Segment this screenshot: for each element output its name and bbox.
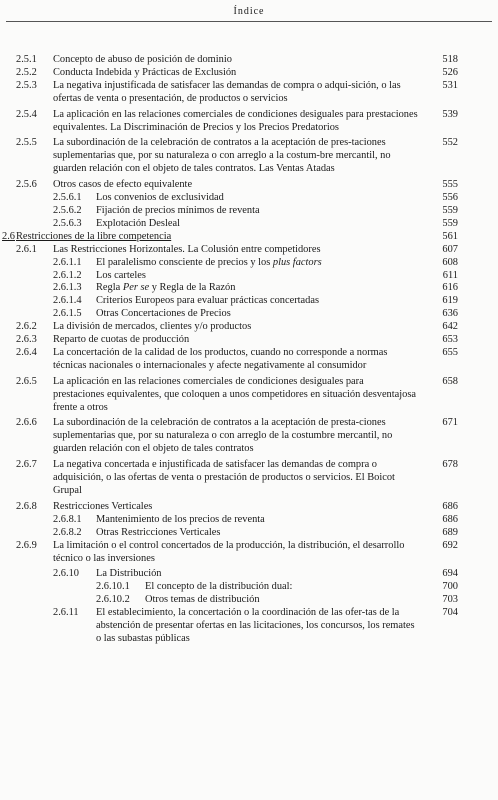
entry-number: 2.5.2 bbox=[16, 66, 37, 78]
entry-number: 2.5.3 bbox=[16, 79, 37, 91]
toc-entry[interactable] bbox=[0, 80, 498, 106]
entry-title: El concepto de la distribución dual: bbox=[145, 581, 293, 593]
entry-title: Mantenimiento de los precios de reventa bbox=[96, 513, 265, 525]
entry-title: Explotación Desleal bbox=[96, 217, 180, 229]
toc-entry[interactable] bbox=[0, 67, 498, 80]
toc-entry[interactable] bbox=[0, 514, 498, 527]
entry-page: 619 bbox=[442, 295, 458, 307]
entry-number: 2.6.5 bbox=[16, 375, 37, 387]
entry-page: 616 bbox=[442, 282, 458, 294]
entry-number: 2.5.6 bbox=[16, 179, 37, 191]
entry-page: 692 bbox=[442, 539, 458, 551]
toc-entry[interactable] bbox=[0, 334, 498, 347]
toc-entry[interactable] bbox=[0, 459, 498, 498]
entry-page: 653 bbox=[442, 334, 458, 346]
entry-number: 2.6.1 bbox=[16, 243, 37, 255]
toc-entry[interactable] bbox=[0, 270, 498, 283]
entry-page: 678 bbox=[442, 459, 458, 471]
entry-title: La aplicación en las relaciones comerciales de condiciones desiguales para prestaciones equivalentes. La Discriminación de Precios y los Precios Predatorios bbox=[53, 108, 418, 133]
entry-page: 704 bbox=[442, 607, 458, 619]
toc-entry[interactable] bbox=[0, 244, 498, 257]
entry-number: 2.6.4 bbox=[16, 346, 37, 358]
entry-title: Otras Restricciones Verticales bbox=[96, 526, 221, 538]
entry-page: 694 bbox=[442, 568, 458, 580]
entry-title bbox=[96, 257, 426, 270]
toc-entry[interactable] bbox=[0, 540, 498, 566]
entry-number: 2.6.7 bbox=[16, 459, 37, 471]
section-title: Restricciones de la libre competencia bbox=[16, 230, 172, 242]
toc-entry[interactable] bbox=[0, 308, 498, 321]
entry-title-italic: plus factors bbox=[272, 256, 322, 268]
entry-title-text: El paralelismo consciente de precios y los bbox=[96, 256, 271, 268]
entry-number: 2.6.3 bbox=[16, 334, 37, 346]
toc-entry[interactable] bbox=[0, 109, 498, 135]
toc-entry[interactable] bbox=[0, 218, 498, 231]
entry-number: 2.6.1.4 bbox=[53, 295, 82, 307]
entry-title: Los carteles bbox=[96, 269, 146, 281]
entry-page: 556 bbox=[442, 192, 458, 204]
entry-title: Otras Concertaciones de Precios bbox=[96, 308, 231, 320]
entry-number: 2.6.11 bbox=[53, 607, 79, 619]
entry-number: 2.5.6.2 bbox=[53, 204, 82, 216]
entry-title: Concepto de abuso de posición de dominio bbox=[53, 54, 232, 65]
toc-entry[interactable] bbox=[0, 282, 498, 295]
entry-page: 559 bbox=[442, 217, 458, 229]
toc-entry[interactable] bbox=[0, 607, 498, 646]
entry-page: 531 bbox=[442, 79, 458, 91]
entry-page: 526 bbox=[442, 66, 458, 78]
entry-page: 686 bbox=[442, 500, 458, 512]
entry-page: 700 bbox=[442, 581, 458, 593]
toc-entry[interactable] bbox=[0, 321, 498, 334]
toc-entry[interactable] bbox=[0, 417, 498, 456]
header-rule bbox=[6, 21, 492, 22]
entry-number: 2.5.5 bbox=[16, 137, 37, 149]
entry-number: 2.6.8.1 bbox=[53, 513, 82, 525]
entry-page: 607 bbox=[442, 243, 458, 255]
entry-page: 655 bbox=[442, 346, 458, 358]
entry-page: 559 bbox=[442, 204, 458, 216]
entry-page: 561 bbox=[442, 230, 458, 242]
entry-title: La negativa concertada e injustificada de satisfacer las demandas de compra o adquisición, o las ofertas de venta o prestación de productos o servicios. El Boicot Grupal bbox=[53, 459, 395, 496]
toc-entry[interactable] bbox=[0, 205, 498, 218]
entry-title: Otros casos de efecto equivalente bbox=[53, 179, 193, 191]
entry-title: Las Restricciones Horizontales. La Colusión entre competidores bbox=[53, 243, 321, 255]
entry-title-italic: Per se bbox=[122, 282, 150, 294]
entry-title bbox=[96, 282, 426, 295]
entry-number: 2.6.10 bbox=[53, 568, 79, 580]
entry-title: La división de mercados, clientes y/o productos bbox=[53, 321, 252, 333]
entry-page: 539 bbox=[442, 108, 458, 120]
entry-page: 686 bbox=[442, 513, 458, 525]
toc-entry[interactable] bbox=[0, 179, 498, 192]
entry-title: Reparto de cuotas de producción bbox=[53, 334, 190, 346]
entry-number: 2.6.6 bbox=[16, 417, 37, 429]
entry-number: 2.6.1.5 bbox=[53, 308, 82, 320]
entry-number: 2.5.1 bbox=[16, 54, 37, 65]
toc-entry[interactable] bbox=[0, 527, 498, 540]
toc-entry[interactable] bbox=[0, 137, 498, 176]
entry-page: 689 bbox=[442, 526, 458, 538]
toc-entry[interactable] bbox=[0, 501, 498, 514]
entry-title: Restricciones Verticales bbox=[53, 500, 153, 512]
entry-number: 2.6.2 bbox=[16, 321, 37, 333]
entry-title: Los convenios de exclusividad bbox=[96, 192, 224, 204]
entry-title: Otros temas de distribución bbox=[145, 594, 260, 606]
toc-entry[interactable] bbox=[0, 568, 498, 581]
entry-number: 2.6.8.2 bbox=[53, 526, 82, 538]
entry-page: 658 bbox=[442, 375, 458, 387]
entry-number: 2.6 bbox=[2, 230, 15, 242]
entry-title-text: Regla bbox=[96, 282, 121, 294]
toc-entry[interactable] bbox=[0, 295, 498, 308]
toc-entry[interactable] bbox=[0, 581, 498, 594]
entry-title: La negativa injustificada de satisfacer las demandas de compra o adqui-sición, o las ofertas de venta o presentación, de productos o servicios bbox=[53, 79, 401, 104]
entry-number: 2.5.4 bbox=[16, 108, 37, 120]
entry-title-text-end: y Regla de la Razón bbox=[151, 282, 236, 294]
entry-number: 2.6.1.2 bbox=[53, 269, 82, 281]
entry-title: Conducta Indebida y Prácticas de Exclusión bbox=[53, 66, 237, 78]
entry-title: La concertación de la calidad de los productos, cuando no corresponde a normas técnicas nacionales o internacionales y afecte negativamente al consumidor bbox=[53, 346, 388, 371]
entry-page: 552 bbox=[442, 137, 458, 149]
entry-title: Fijación de precios mínimos de reventa bbox=[96, 204, 260, 216]
entry-page: 671 bbox=[442, 417, 458, 429]
entry-title: La Distribución bbox=[96, 568, 162, 580]
entry-number: 2.5.6.1 bbox=[53, 192, 82, 204]
entry-title: La subordinación de la celebración de contratos a la aceptación de presta-ciones suplementarias que, por su naturaleza o con arreglo de la costumbre mercantil, no guarden relación con el objeto de tales contratos bbox=[53, 417, 393, 455]
entry-page: 703 bbox=[442, 594, 458, 606]
entry-number: 2.6.1.1 bbox=[53, 256, 82, 268]
toc-entry[interactable] bbox=[0, 594, 498, 607]
toc-entry[interactable] bbox=[0, 231, 498, 244]
entry-title: La aplicación en las relaciones comerciales de condiciones desiguales para prestaciones equivalentes, que coloquen a unos competidores en situación desventajosa frente a otros bbox=[53, 375, 416, 413]
entry-number: 2.6.10.1 bbox=[96, 581, 130, 593]
toc-entry[interactable] bbox=[0, 192, 498, 205]
entry-number: 2.5.6.3 bbox=[53, 217, 82, 229]
toc-entry[interactable] bbox=[0, 347, 498, 373]
running-header: Índice bbox=[233, 6, 265, 17]
toc-entry[interactable] bbox=[0, 54, 498, 67]
table-of-contents bbox=[0, 54, 498, 646]
entry-page: 518 bbox=[442, 54, 458, 65]
entry-page: 555 bbox=[442, 179, 458, 191]
entry-page: 608 bbox=[442, 256, 458, 268]
toc-entry[interactable] bbox=[0, 376, 498, 415]
entry-number: 2.6.8 bbox=[16, 500, 37, 512]
entry-number: 2.6.1.3 bbox=[53, 282, 82, 294]
entry-page: 611 bbox=[442, 269, 458, 281]
entry-number: 2.6.10.2 bbox=[96, 594, 130, 606]
toc-entry[interactable] bbox=[0, 257, 498, 270]
entry-title: El establecimiento, la concertación o la coordinación de las ofer-tas de la abstención de presentar ofertas en las licitaciones, los concursos, los remates o las subastas públicas bbox=[96, 607, 415, 644]
entry-page: 636 bbox=[442, 308, 458, 320]
entry-title: La limitación o el control concertados de la producción, la distribución, el desarrollo técnico o las inversiones bbox=[53, 539, 405, 564]
entry-number: 2.6.9 bbox=[16, 539, 37, 551]
entry-title: La subordinación de la celebración de contratos a la aceptación de pres-taciones suplementarias que, por su naturaleza o con arreglo a la costum-bre mercantil, no guarden relación con el objeto de tales contratos. Las Ventas Atadas bbox=[53, 137, 391, 175]
entry-title: Criterios Europeos para evaluar prácticas concertadas bbox=[96, 295, 320, 307]
entry-title bbox=[16, 231, 406, 244]
entry-page: 642 bbox=[442, 321, 458, 333]
